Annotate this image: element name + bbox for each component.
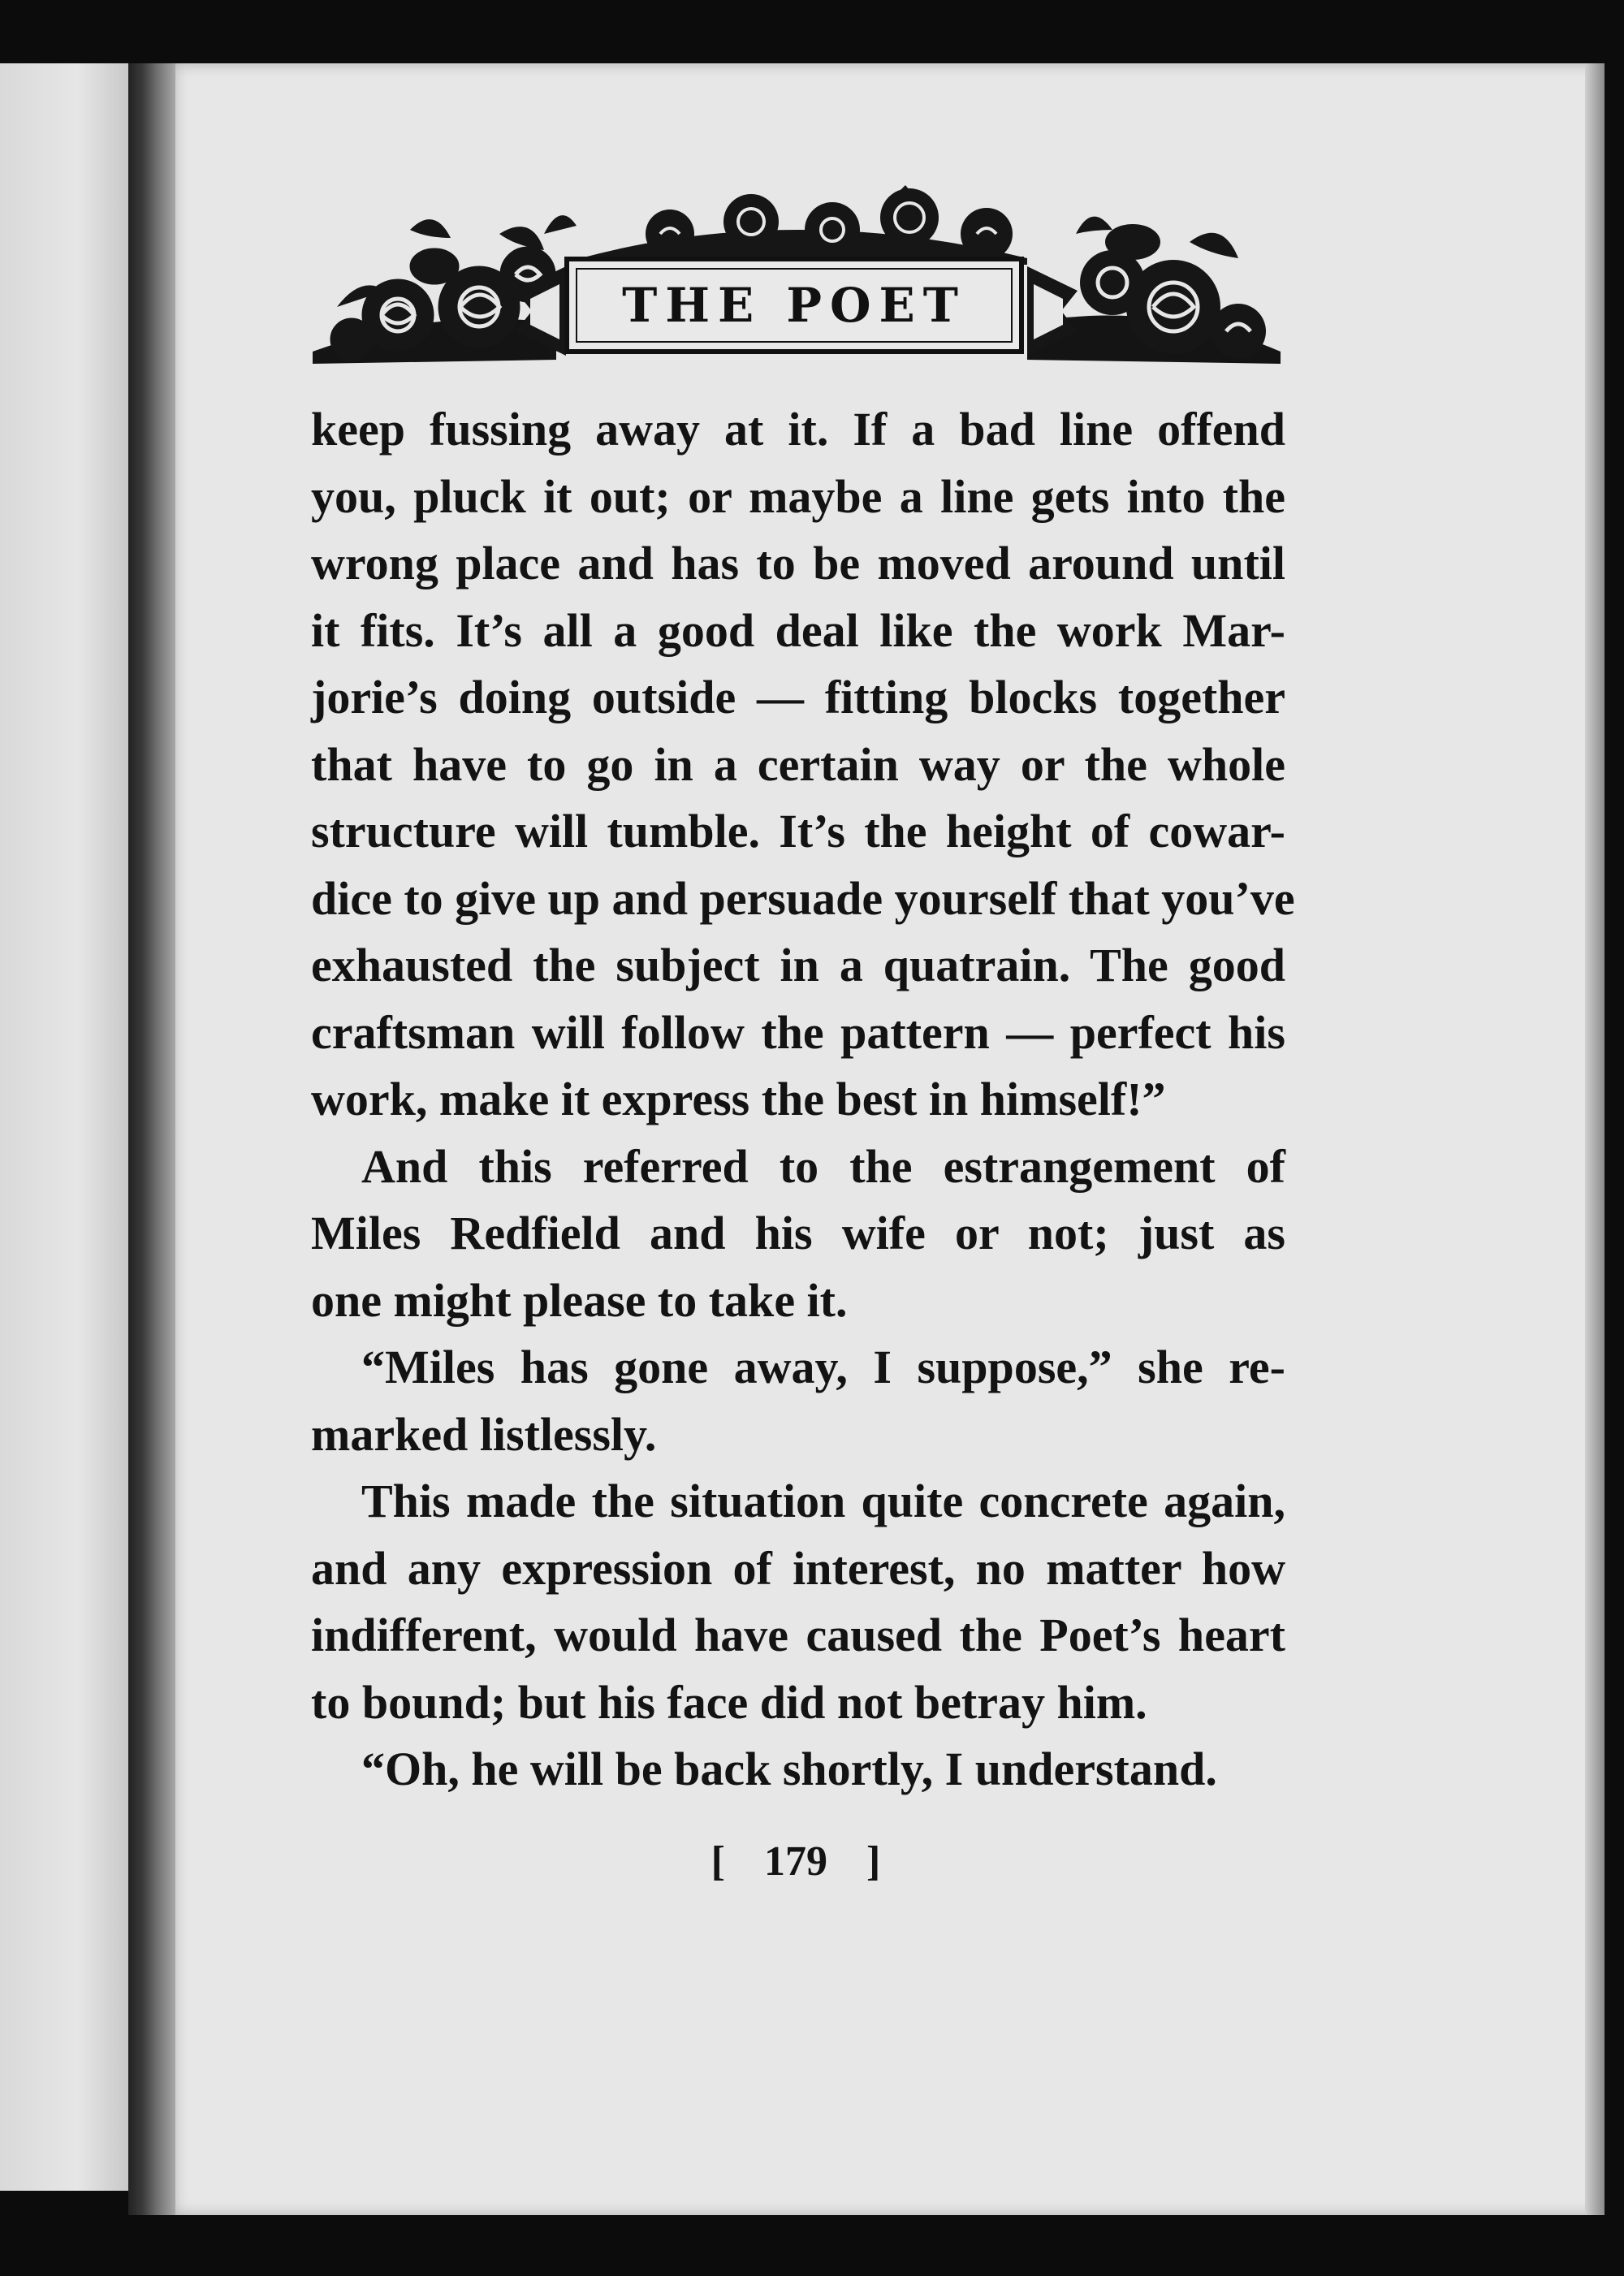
text-line: marked listlessly. [311,1407,657,1461]
left-page-edge [0,63,128,2191]
text-line: craftsman will follow the pattern — perfect his [311,1005,1285,1059]
text-line: that have to go in a certain way or the whole [311,737,1285,791]
text-line: indifferent, would have caused the Poet’s heart [311,1609,1285,1661]
title-frame [564,257,1024,354]
body-text [311,396,1295,1803]
text-line: keep fussing away at it. If a bad line offend [311,403,1285,456]
close-bracket: ] [866,1838,881,1885]
text-line: “Miles has gone away, I suppose,” she re- [361,1341,1285,1393]
text-line: exhausted the subject in a quatrain. The good [311,939,1285,991]
right-page-edge [1585,63,1605,2215]
text-line: Miles Redfield and his wife or not; just as [311,1207,1285,1259]
text-line: This made the situation quite concrete again, [361,1475,1285,1527]
text-line: you, pluck it out; or maybe a line gets into the [311,469,1285,523]
page-number [674,1830,918,1892]
open-bracket: [ [710,1838,725,1885]
page-number-value: 179 [764,1838,827,1885]
text-line: and any expression of interest, no matter how [311,1541,1285,1595]
floral-header-ornament [313,185,1281,369]
text-line: one might please to take it. [311,1273,848,1327]
text-line: “Oh, he will be back shortly, I understand. [361,1743,1217,1795]
text-line: work, make it express the best in himself!” [311,1073,1166,1125]
running-title: THE POET [622,278,966,333]
text-line: dice to give up and persuade yourself that you’ve [311,871,1295,925]
text-line: wrong place and has to be moved around until [311,537,1285,590]
text-line: And this referred to the estrangement of [361,1139,1285,1193]
text-line: jorie’s doing outside — fitting blocks together [311,671,1285,723]
book-gutter [128,63,175,2215]
text-line: it fits. It’s all a good deal like the work Mar- [311,603,1285,657]
text-line: to bound; but his face did not betray him. [311,1675,1147,1729]
text-line: structure will tumble. It’s the height of cowar- [311,805,1285,857]
